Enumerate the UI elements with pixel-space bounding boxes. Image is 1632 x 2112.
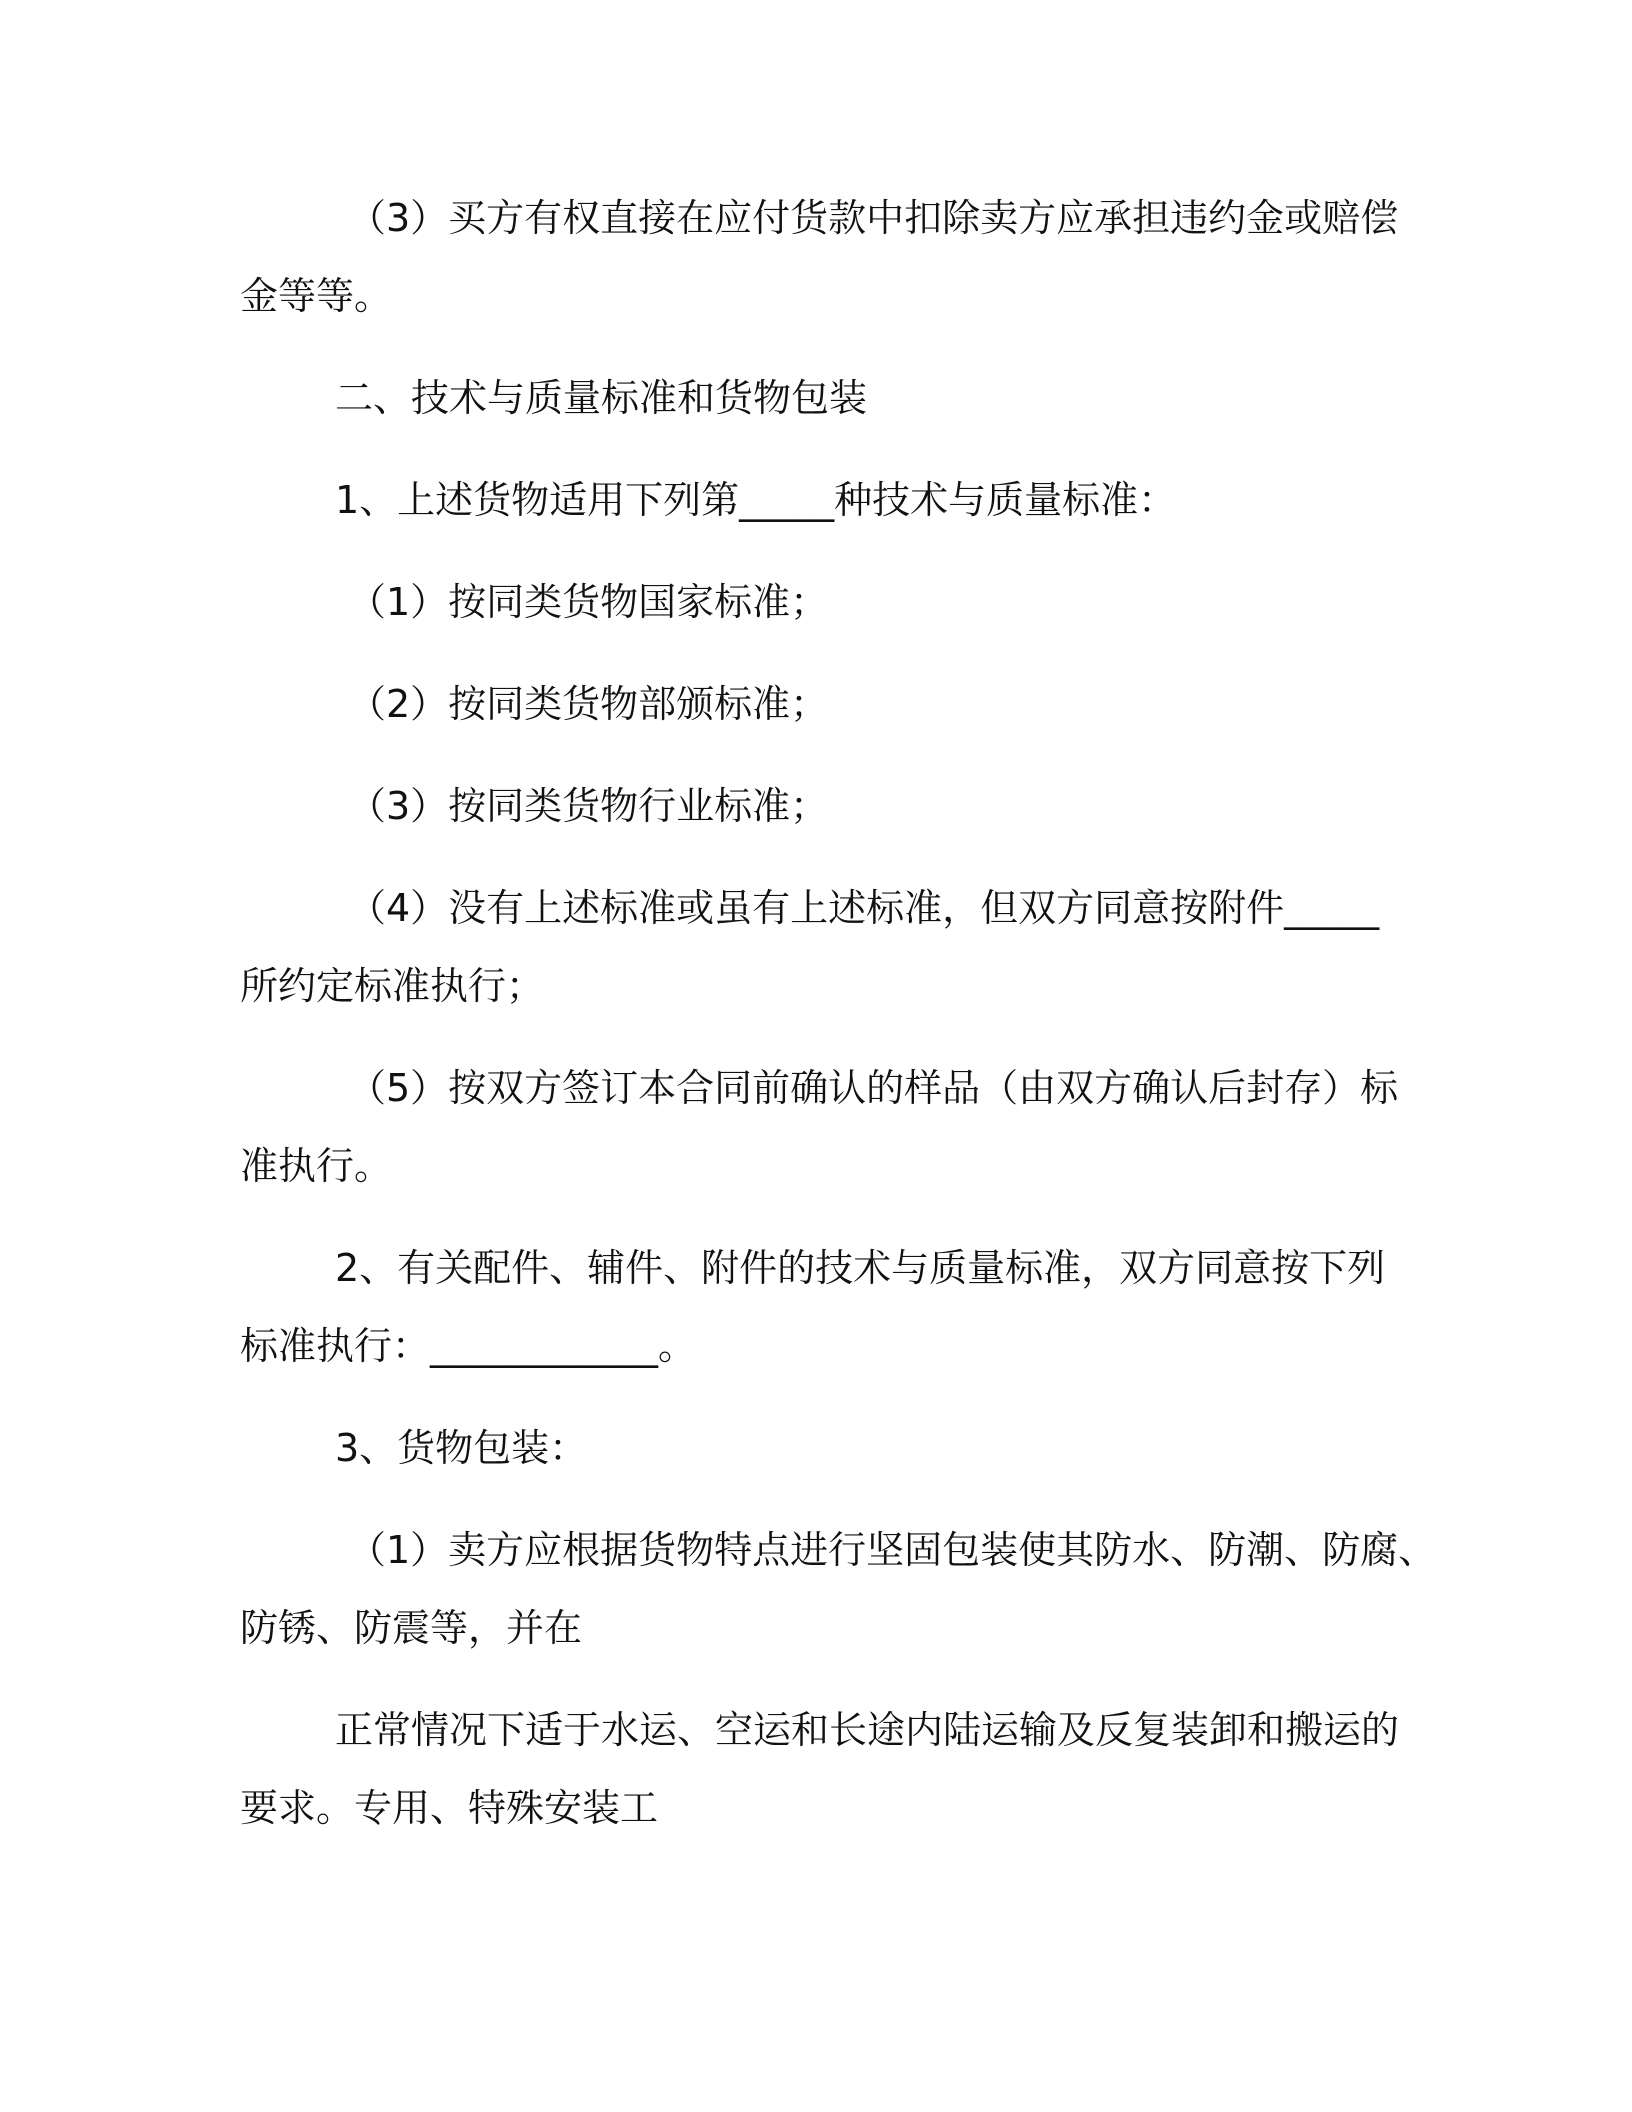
paragraph-line-continuation: 所约定标准执行； <box>240 964 545 1008</box>
list-item-industry-standard: （3）按同类货物行业标准； <box>348 784 829 828</box>
list-item-national-standard: （1）按同类货物国家标准； <box>348 580 829 624</box>
paragraph-line-transport: 正常情况下适于水运、空运和长途内陆运输及反复装卸和搬运的 <box>335 1708 1400 1752</box>
list-item-attachment-standard: （4）没有上述标准或虽有上述标准，但双方同意按附件_____ <box>348 886 1380 930</box>
clause-3-packaging: 3、货物包装： <box>335 1426 588 1470</box>
list-item-packaging-requirements: （1）卖方应根据货物特点进行坚固包装使其防水、防潮、防腐、 <box>348 1528 1437 1572</box>
paragraph-line-penalty-deduction: （3）买方有权直接在应付货款中扣除卖方应承担违约金或赔偿 <box>348 196 1399 240</box>
list-item-sample-standard: （5）按双方签订本合同前确认的样品（由双方确认后封存）标 <box>348 1066 1399 1110</box>
paragraph-line-continuation: 标准执行：____________。 <box>240 1324 697 1368</box>
section-heading: 二、技术与质量标准和货物包装 <box>335 376 868 420</box>
paragraph-line-continuation: 准执行。 <box>240 1144 393 1188</box>
paragraph-line-continuation: 要求。专用、特殊安装工 <box>240 1786 659 1830</box>
list-item-ministry-standard: （2）按同类货物部颁标准； <box>348 682 829 726</box>
paragraph-line-continuation: 金等等。 <box>240 274 393 318</box>
paragraph-line-continuation: 防锈、防震等，并在 <box>240 1606 583 1650</box>
clause-1-heading: 1、上述货物适用下列第_____种技术与质量标准： <box>335 478 1177 522</box>
clause-2-accessories: 2、有关配件、辅件、附件的技术与质量标准，双方同意按下列 <box>335 1246 1386 1290</box>
